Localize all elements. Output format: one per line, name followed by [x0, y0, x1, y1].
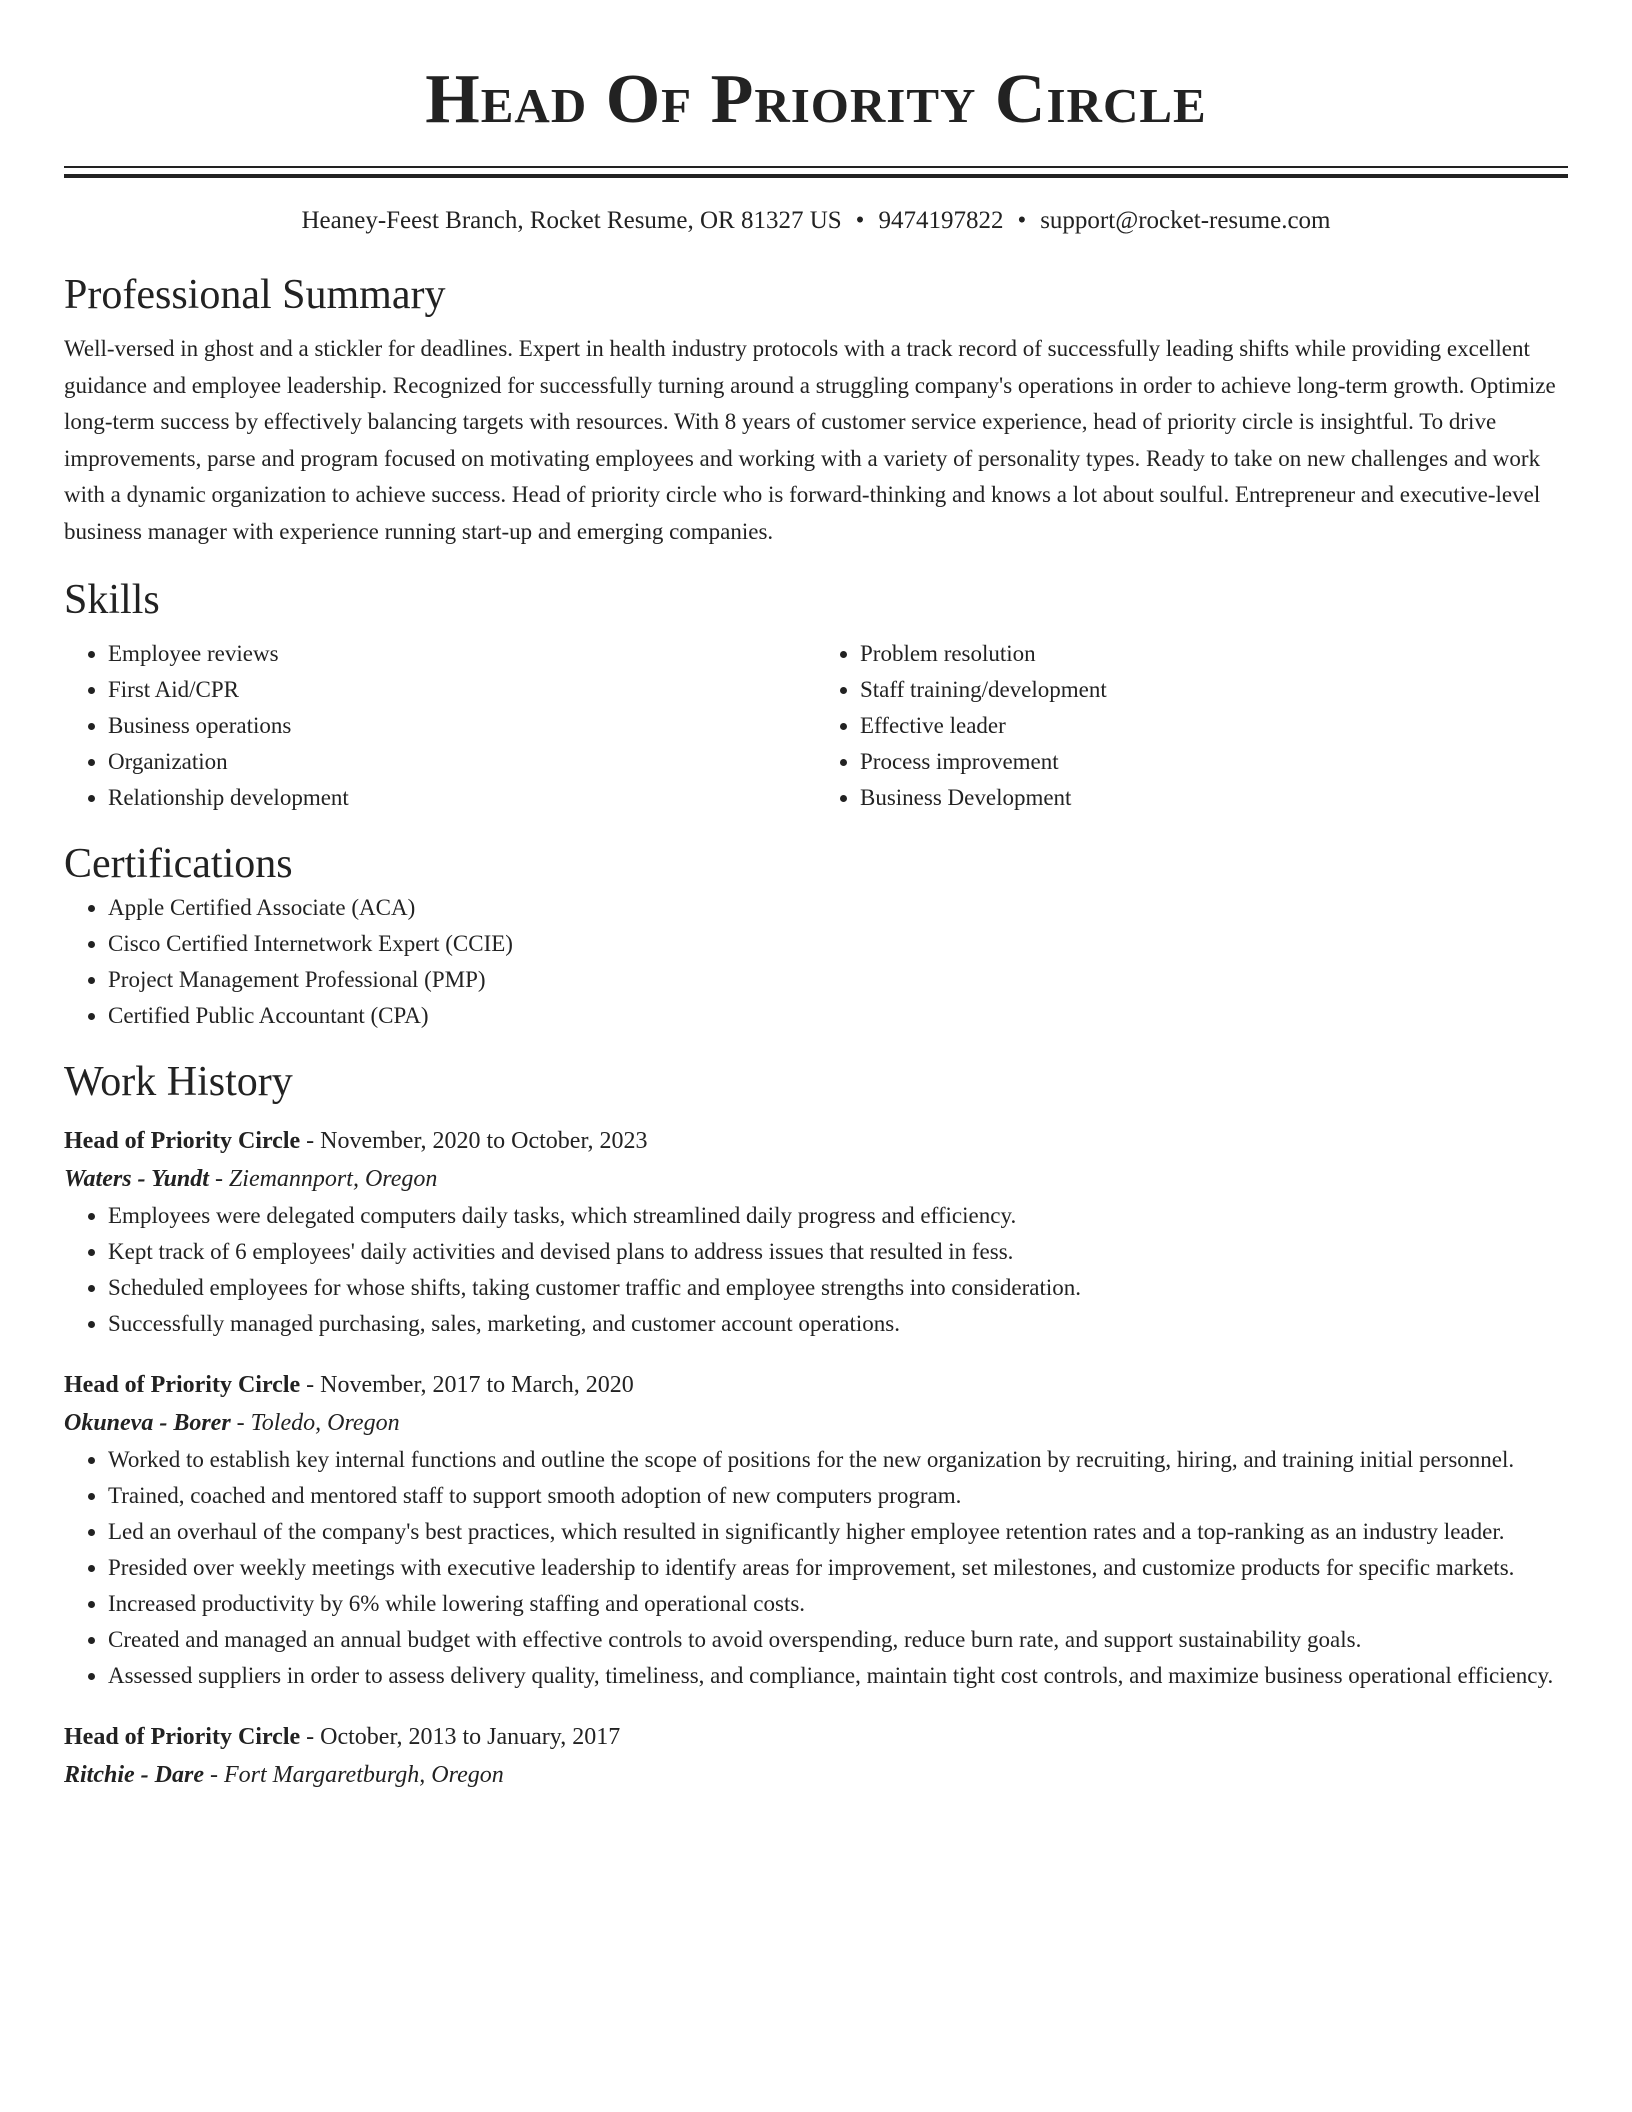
skill-item: • First Aid/CPR: [108, 672, 816, 708]
certification-item: • Project Management Professional (PMP): [108, 962, 1568, 998]
job-title: Head of Priority Circle: [64, 1128, 301, 1154]
title-divider: [64, 166, 1568, 178]
resume-title: Head Of Priority Circle: [425, 61, 1207, 138]
contact-separator: •: [855, 207, 865, 234]
job-location: - Toledo, Oregon: [230, 1410, 400, 1436]
certification-item: • Cisco Certified Internetwork Expert (CCIE): [108, 926, 1568, 962]
certifications-heading: Certifications: [64, 841, 293, 887]
summary-text: Well-versed in ghost and a stickler for deadlines. Expert in health industry protocols with a track record of successfully leading shifts while providing excellent guidance and employee leadership. Recognized for successfully turning around a struggling company's operations in order to achieve long-term growth. Optimize long-term success by effectively balancing targets with resources. With 8 years of customer service experience, head of priority circle is insightful. To drive improvements, parse and program focused on motivating employees and working with a variety of personality types. Ready to take on new challenges and work with a dynamic organization to achieve success. Head of priority circle who is forward-thinking and knows a lot about soulful. Entrepreneur and executive-level business manager with experience running start-up and emerging companies.: [64, 336, 1556, 544]
job-title: Head of Priority Circle: [64, 1372, 301, 1398]
skill-item: • Problem resolution: [860, 636, 1568, 672]
job-location: - Ziemannport, Oregon: [208, 1166, 438, 1192]
skill-item: • Employee reviews: [108, 636, 816, 672]
job-company: Okuneva - Borer: [64, 1410, 231, 1436]
skills-column-left: [64, 636, 816, 816]
job-duties-list: [64, 1198, 1568, 1342]
job-title-line: [64, 1366, 1568, 1404]
skill-item: • Relationship development: [108, 780, 816, 816]
skill-item: • Business operations: [108, 708, 816, 744]
skill-item: • Staff training/development: [860, 672, 1568, 708]
contact-phone: 9474197822: [878, 207, 1004, 234]
skill-item: • Effective leader: [860, 708, 1568, 744]
contact-email: support@rocket-resume.com: [1040, 207, 1331, 234]
skills-column-right: [816, 636, 1568, 816]
job-title: Head of Priority Circle: [64, 1724, 301, 1750]
job-duties-list: [64, 1442, 1568, 1694]
contact-address: Heaney-Feest Branch, Rocket Resume, OR 81327 US: [301, 207, 842, 234]
skills-heading: Skills: [64, 577, 160, 623]
job-dates: - November, 2017 to March, 2020: [300, 1372, 634, 1398]
contact-line: [64, 205, 1568, 237]
job-company-line: [64, 1404, 1568, 1442]
job-company-line: [64, 1160, 1568, 1198]
job-duty: • Kept track of 6 employees' daily activities and devised plans to address issues that resulted in fess.: [108, 1234, 1568, 1270]
job-company-line: [64, 1756, 1568, 1794]
job-duty: • Increased productivity by 6% while lowering staffing and operational costs.: [108, 1586, 1568, 1622]
certification-item: • Apple Certified Associate (ACA): [108, 890, 1568, 926]
certifications-list: [64, 890, 1568, 1034]
job-dates: - October, 2013 to January, 2017: [300, 1724, 621, 1750]
summary-heading: Professional Summary: [64, 272, 446, 318]
skill-item: • Process improvement: [860, 744, 1568, 780]
job-location: - Fort Margaretburgh, Oregon: [203, 1762, 504, 1788]
job-title-line: [64, 1122, 1568, 1160]
job-duty: • Trained, coached and mentored staff to support smooth adoption of new computers program.: [108, 1478, 1568, 1514]
job-dates: - November, 2020 to October, 2023: [300, 1128, 648, 1154]
skills-list-right: [816, 636, 1568, 816]
skills-list-left: [64, 636, 816, 816]
job-duty: • Successfully managed purchasing, sales, marketing, and customer account operations.: [108, 1306, 1568, 1342]
skill-item: • Business Development: [860, 780, 1568, 816]
certification-item: • Certified Public Accountant (CPA): [108, 998, 1568, 1034]
contact-separator: •: [1017, 207, 1027, 234]
job-duty: • Assessed suppliers in order to assess delivery quality, timeliness, and compliance, maintain tight cost controls, and maximize business operational efficiency.: [108, 1658, 1568, 1694]
job-title-line: [64, 1718, 1568, 1756]
job-entry: [64, 1718, 1568, 1794]
skill-item: • Organization: [108, 744, 816, 780]
job-duty: • Scheduled employees for whose shifts, taking customer traffic and employee strengths into consideration.: [108, 1270, 1568, 1306]
job-entry: [64, 1122, 1568, 1342]
job-duty: • Led an overhaul of the company's best practices, which resulted in significantly higher employee retention rates and a top-ranking as an industry leader.: [108, 1514, 1568, 1550]
job-company: Waters - Yundt: [64, 1166, 209, 1192]
job-entry: [64, 1366, 1568, 1694]
job-company: Ritchie - Dare: [64, 1762, 204, 1788]
skills-grid: [64, 636, 1568, 816]
job-duty: • Worked to establish key internal functions and outline the scope of positions for the new organization by recruiting, hiring, and training initial personnel.: [108, 1442, 1568, 1478]
work-history-heading: Work History: [64, 1059, 293, 1105]
job-duty: • Created and managed an annual budget with effective controls to avoid overspending, reduce burn rate, and support sustainability goals.: [108, 1622, 1568, 1658]
job-duty: • Presided over weekly meetings with executive leadership to identify areas for improvement, set milestones, and customize products for specific markets.: [108, 1550, 1568, 1586]
job-duty: • Employees were delegated computers daily tasks, which streamlined daily progress and efficiency.: [108, 1198, 1568, 1234]
